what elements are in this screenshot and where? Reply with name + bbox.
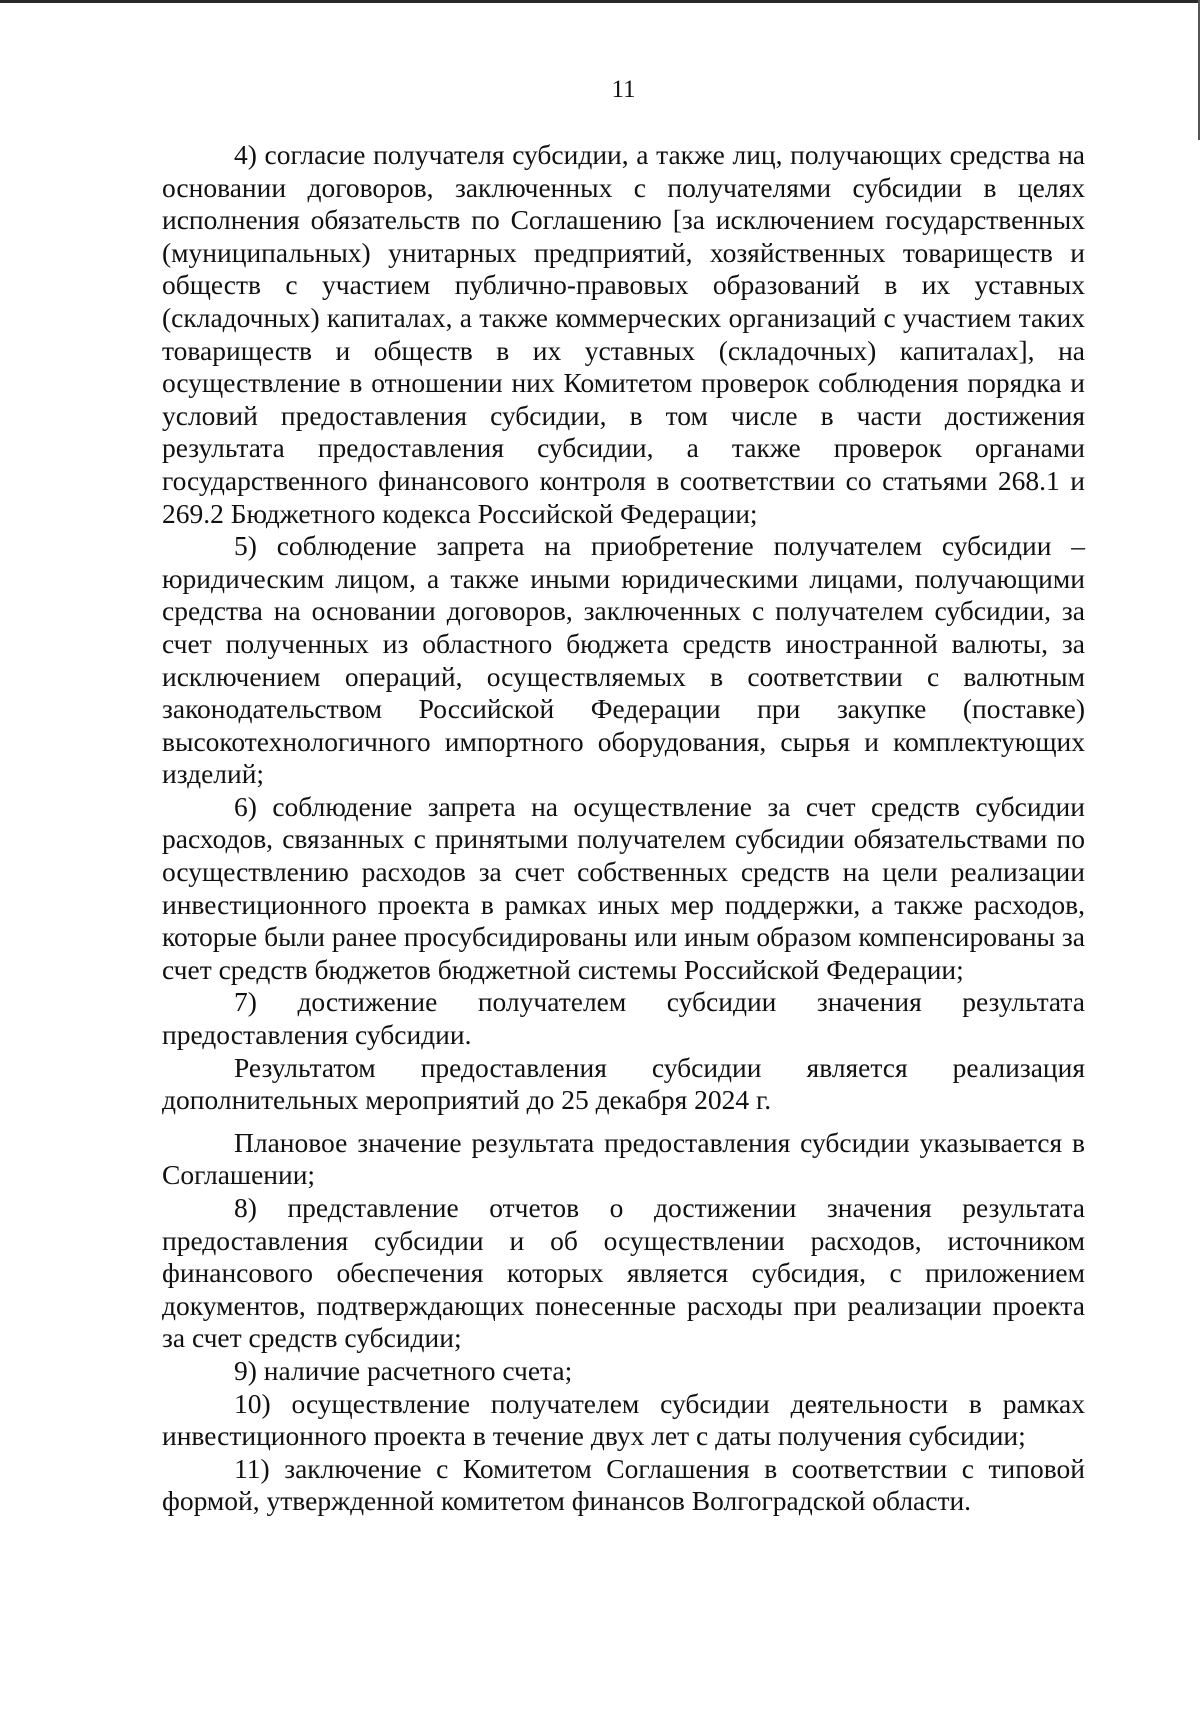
paragraph-item-8: 8) представление отчетов о достижении значения результата предоставления субсидии и об осуществлении расходов, источником финансового обеспечения которых является субсидия, с приложением документов, подтверждающих понесенные расходы при реализации проекта за счет средств субсидии; bbox=[162, 1192, 1085, 1354]
paragraph-item-6: 6) соблюдение запрета на осуществление за счет средств субсидии расходов, связанных с принятыми получателем субсидии обязательствами по осуществлению расходов за счет собственных средств на цели реализации инвестиционного проекта в рамках иных мер поддержки, а также расходов, которые были ранее просубсидированы или иным образом компенсированы за счет средств бюджетов бюджетной системы Российской Федерации; bbox=[162, 790, 1085, 985]
document-page bbox=[162, 75, 1085, 1518]
page-number: 11 bbox=[611, 76, 636, 103]
paragraph-item-5: 5) соблюдение запрета на приобретение получателем субсидии – юридическим лицом, а также иными юридическими лицами, получающими средства на основании договоров, заключенных с получателем субсидии, за счет полученных из областного бюджета средств иностранной валюты, за исключением операций, осуществляемых в соответствии с валютным законодательством Российской Федерации при закупке (поставке) высокотехнологичного импортного оборудования, сырья и комплектующих изделий; bbox=[162, 530, 1085, 790]
scan-edge-top bbox=[0, 0, 1200, 3]
paragraph-item-7: 7) достижение получателем субсидии значения результата предоставления субсидии. bbox=[162, 986, 1085, 1051]
paragraph-item-4: 4) согласие получателя субсидии, а также лиц, получающих средства на основании договоров, заключенных с получателями субсидии в целях исполнения обязательств по Соглашению [за исключением государственных (муниципальных) унитарных предприятий, хозяйственных товариществ и обществ с участием публично-правовых образований в их уставных (складочных) капиталах, а также коммерческих организаций с участием таких товариществ и обществ в их уставных (складочных) капиталах], на осуществление в отношении них Комитетом проверок соблюдения порядка и условий предоставления субсидии, в том числе в части достижения результата предоставления субсидии, а также проверок органами государственного финансового контроля в соответствии со статьями 268.1 и 269.2 Бюджетного кодекса Российской Федерации; bbox=[162, 139, 1085, 529]
paragraph-planned-value: Плановое значение результата предоставления субсидии указывается в Соглашении; bbox=[162, 1126, 1085, 1191]
paragraph-item-9: 9) наличие расчетного счета; bbox=[234, 1354, 573, 1386]
paragraph-item-10: 10) осуществление получателем субсидии деятельности в рамках инвестиционного проекта в течение двух лет с даты получения субсидии; bbox=[162, 1387, 1085, 1452]
paragraph-item-11: 11) заключение с Комитетом Соглашения в соответствии с типовой формой, утвержденной комитетом финансов Волгоградской области. bbox=[162, 1452, 1085, 1517]
paragraph-result: Результатом предоставления субсидии является реализация дополнительных мероприятий до 25 декабря 2024 г. bbox=[162, 1051, 1085, 1116]
